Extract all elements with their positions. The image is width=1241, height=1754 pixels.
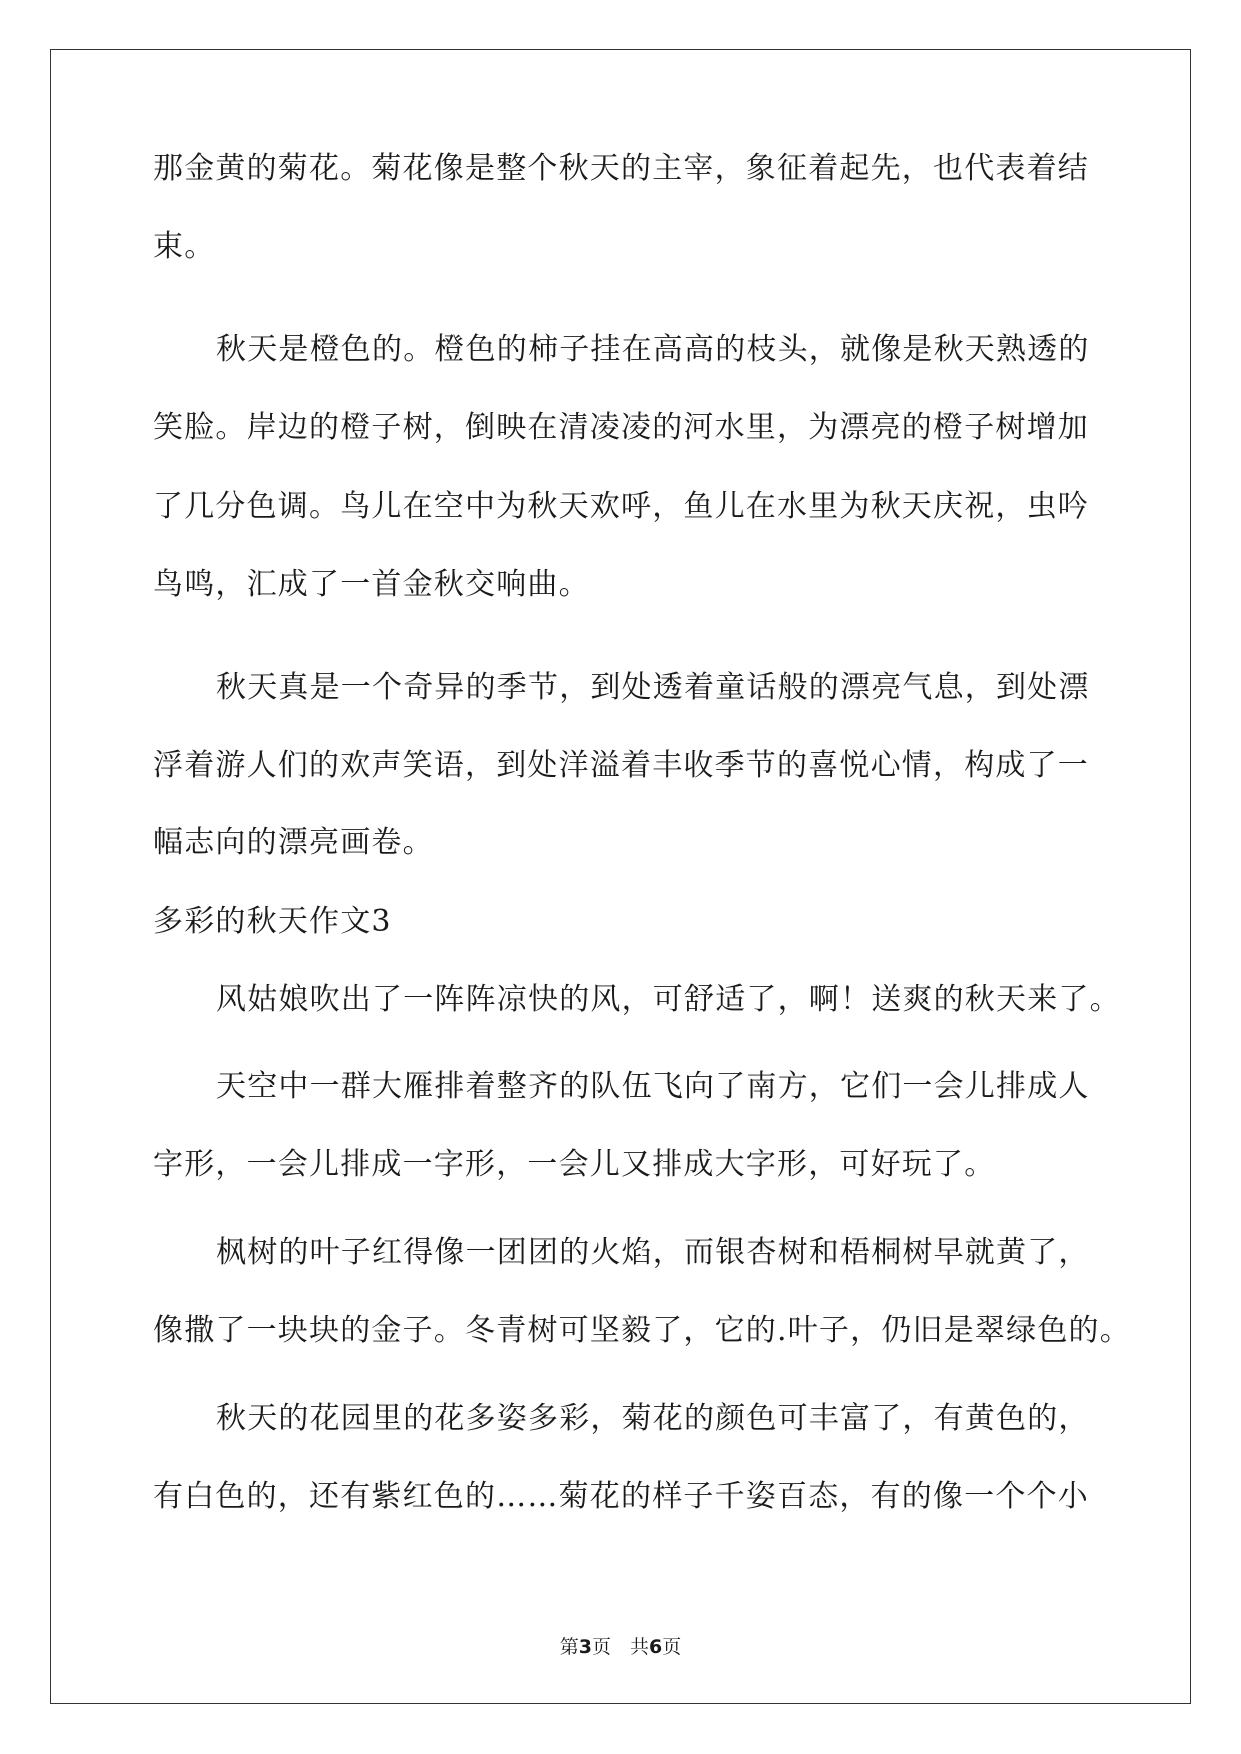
text-line: 幅志向的漂亮画卷。 [153,825,434,860]
footer-page-current: 3 [578,1636,592,1658]
footer-page-prefix: 第 [559,1636,579,1658]
text-line: 秋天是橙色的。橙色的柿子挂在高高的枝头，就像是秋天熟透的 [216,332,1090,367]
text-line: 像撒了一块块的金子。冬青树可坚毅了，它的.叶子，仍旧是翠绿色的。 [153,1313,1131,1348]
text-line: 那金黄的菊花。菊花像是整个秋天的主宰，象征着起先，也代表着结 [153,151,1089,186]
text-line: 枫树的叶子红得像一团团的火焰，而银杏树和梧桐树早就黄了， [216,1235,1090,1270]
text-line: 秋天的花园里的花多姿多彩，菊花的颜色可丰富了，有黄色的， [216,1401,1090,1436]
footer-page-total: 6 [649,1636,663,1658]
page-footer [0,1638,1241,1657]
text-line: 风姑娘吹出了一阵阵凉快的风，可舒适了，啊！送爽的秋天来了。 [216,982,1121,1017]
text-line: 字形，一会儿排成一字形，一会儿又排成大字形，可好玩了。 [153,1147,996,1182]
text-line: 束。 [153,229,216,264]
page-border [50,49,1191,1704]
footer-page-mid: 页 共 [591,1636,649,1658]
text-line: 有白色的，还有紫红色的……菊花的样子千姿百态，有的像一个个小 [153,1479,1089,1514]
text-line: 天空中一群大雁排着整齐的队伍飞向了南方，它们一会儿排成人 [216,1069,1090,1104]
text-line: 笑脸。岸边的橙子树，倒映在清凌凌的河水里，为漂亮的橙子树增加 [153,410,1089,445]
text-line: 浮着游人们的欢声笑语，到处洋溢着丰收季节的喜悦心情，构成了一 [153,748,1089,783]
footer-page-suffix: 页 [662,1636,682,1658]
section-heading: 多彩的秋天作文3 [153,904,392,939]
text-line: 了几分色调。鸟儿在空中为秋天欢呼，鱼儿在水里为秋天庆祝，虫吟 [153,489,1089,524]
text-line: 鸟鸣，汇成了一首金秋交响曲。 [153,567,590,602]
text-line: 秋天真是一个奇异的季节，到处透着童话般的漂亮气息，到处漂 [216,670,1090,705]
